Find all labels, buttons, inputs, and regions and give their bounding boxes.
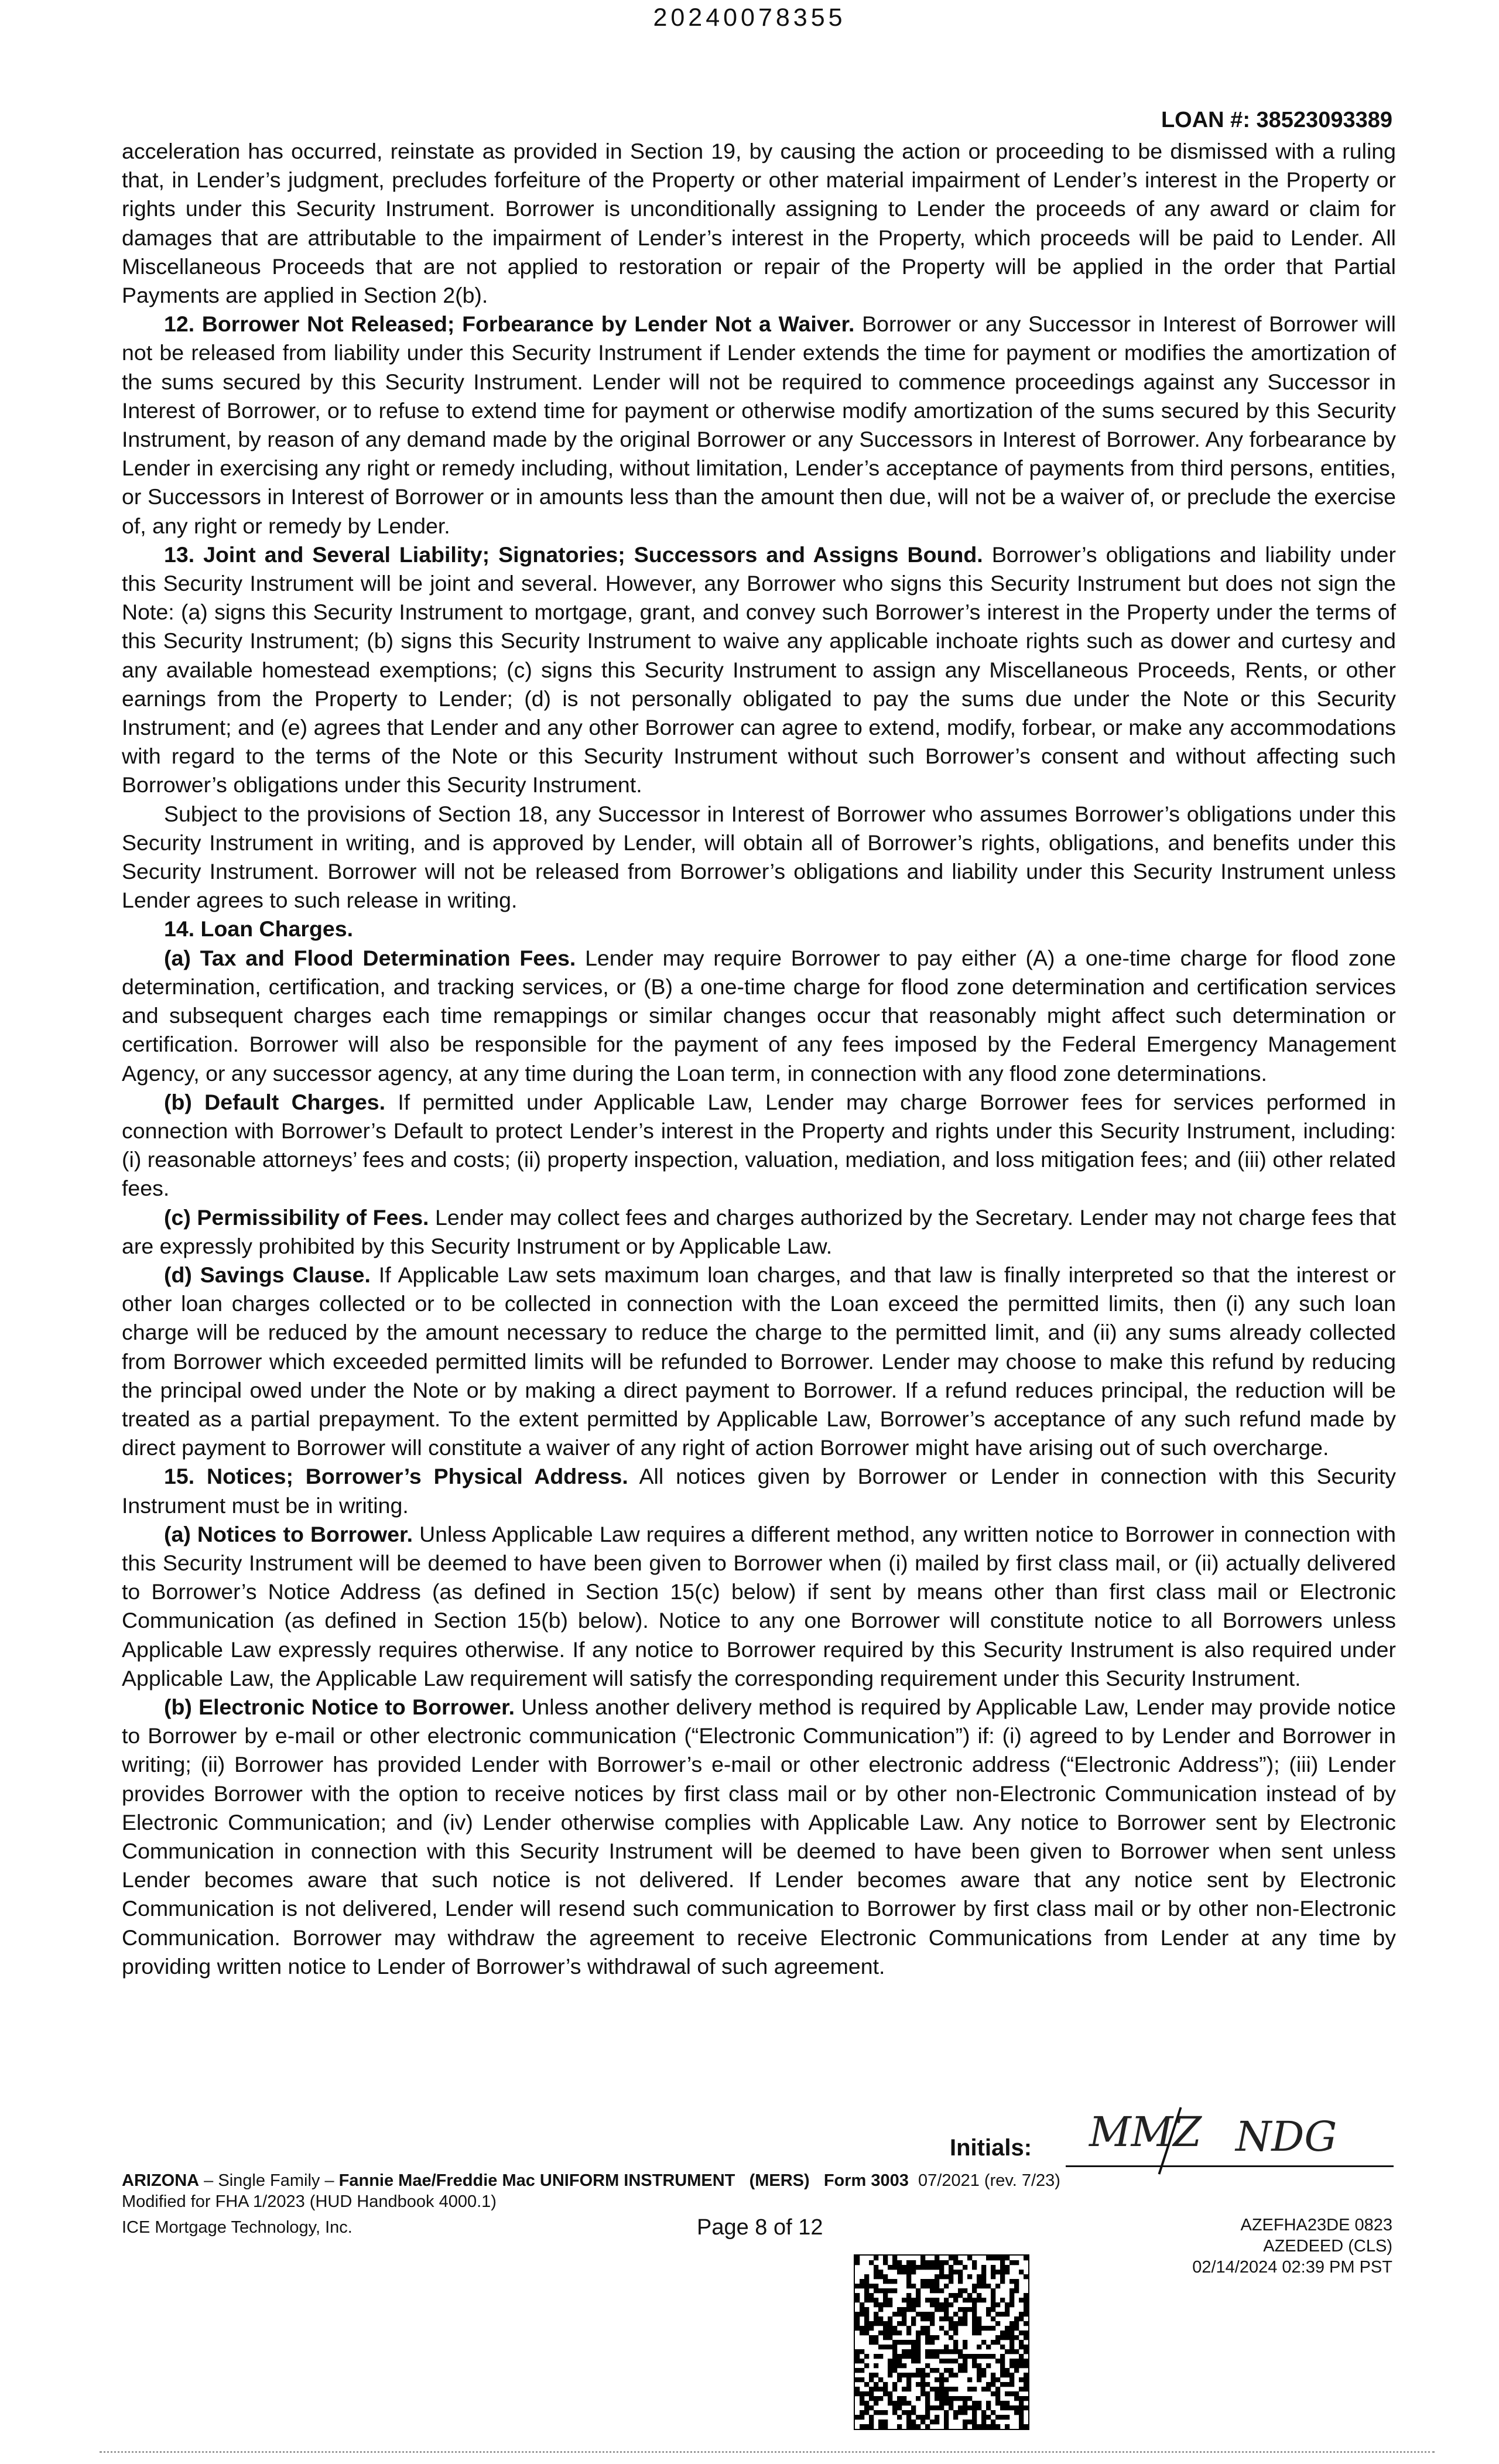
section-14c (122, 1203, 1396, 1261)
initials-label: Initials: (950, 2135, 1032, 2161)
footer-code-2: AZEDEED (CLS) (1263, 2237, 1392, 2256)
section-13-heading: 13. Joint and Several Liability; Signatories; Successors and Assigns Bound. (164, 542, 983, 567)
section-15a-heading: (a) Notices to Borrower. (164, 1521, 413, 1546)
initials-line (1066, 2165, 1394, 2167)
footer-form-line (122, 2170, 1060, 2191)
section-14d-heading: (d) Savings Clause. (164, 1262, 371, 1287)
section-13 (122, 540, 1396, 800)
section-15b (122, 1693, 1396, 1981)
section-15-heading: 15. Notices; Borrower’s Physical Address. (164, 1464, 628, 1489)
section-13-paragraph-2: Subject to the provisions of Section 18, any Successor in Interest of Borrower who assumes Borrower’s obligations under this Security Instrument in writing, and is approved by Lender, will obtain all of Borrower’s rights, obligations, and benefits under this Security Instrument. Borrower will not be released from Borrower’s obligations and liability under this Security Instrument unless Lender agrees to such release in writing. (122, 801, 1396, 913)
section-14 (122, 915, 1396, 943)
footer-modified: Modified for FHA 1/2023 (HUD Handbook 4000.1) (122, 2192, 497, 2211)
section-14-heading: 14. Loan Charges. (164, 916, 354, 942)
section-12-heading: 12. Borrower Not Released; Forbearance by Lender Not a Waiver. (164, 312, 855, 337)
section-15b-heading: (b) Electronic Notice to Borrower. (164, 1694, 515, 1719)
section-15-text: All notices given by Borrower or Lender in connection with this Security Instrument must be in writing. (122, 1464, 1396, 1518)
footer-company: ICE Mortgage Technology, Inc. (122, 2218, 352, 2237)
footer-timestamp: 02/14/2024 02:39 PM PST (1192, 2258, 1392, 2277)
section-14a (122, 944, 1396, 1088)
footer-form-desc: – Single Family – (199, 2171, 339, 2190)
section-14a-text: Lender may require Borrower to pay either (A) a one-time charge for flood zone determination, certification, and tracking services, or (B) a one-time charge for flood zone determination and certification services and subsequent charges each time remappings or similar changes occur that reasonably might affect such determination or certification. Borrower will also be responsible for the payment of any fees imposed by the Federal Emergency Management Agency, or any successor agency, at any time during the Loan term, in connection with any flood zone determinations. (122, 945, 1397, 1086)
section-14d (122, 1261, 1396, 1462)
intro-paragraph: acceleration has occurred, reinstate as provided in Section 19, by causing the action or proceeding to be dismissed with a ruling that, in Lender’s judgment, precludes forfeiture of the Property or other material impairment of Lender’s interest in the Property or rights under this Security Instrument. Borrower is unconditionally assigning to Lender the proceeds of any award or claim for damages that are attributable to the impairment of Lender’s interest in the Property, which proceeds will be paid to Lender. All Miscellaneous Proceeds that are not applied to restoration or repair of the Property will be applied in the order that Partial Payments are applied in Section 2(b). (122, 139, 1396, 308)
bottom-scan-line (100, 2451, 1435, 2454)
section-13-text: Borrower’s obligations and liability under this Security Instrument will be joint and several. However, any Borrower who signs this Security Instrument but does not sign the Note: (a) signs this Security Instrument to mortgage, grant, and convey such Borrower’s interest in the Property under the terms of this Security Instrument; (b) signs this Security Instrument to waive any applicable inchoate rights such as dower and curtesy and any available homestead exemptions; (c) signs this Security Instrument to assign any Miscellaneous Proceeds, Rents, or other earnings from the Property to Lender; (d) is not personally obligated to pay the sums due under the Note or this Security Instrument; and (e) agrees that Lender and any other Borrower can agree to extend, modify, forbear, or make any accommodations with regard to the terms of the Note or this Security Instrument without such Borrower’s consent and without affecting such Borrower’s obligations under this Security Instrument. (122, 542, 1396, 798)
footer-code-1: AZEFHA23DE 0823 (1240, 2216, 1392, 2234)
document-number: 20240078355 (653, 4, 846, 32)
section-14b (122, 1088, 1396, 1203)
qr-barcode-graphic (855, 2256, 1028, 2429)
qr-barcode (854, 2254, 1029, 2430)
section-12 (122, 310, 1396, 540)
page-number: Page 8 of 12 (697, 2215, 823, 2240)
footer-state: ARIZONA (122, 2171, 200, 2190)
section-14c-text: Lender may collect fees and charges authorized by the Secretary. Lender may not charge fees that are expressly prohibited by this Security Instrument or by Applicable Law. (122, 1204, 1397, 1258)
section-15a (122, 1520, 1396, 1693)
footer-form-no: Form 3003 (823, 2171, 909, 2190)
initial-borrower-1: MMZ (1089, 2108, 1202, 2156)
section-14c-heading: (c) Permissibility of Fees. (164, 1204, 429, 1230)
footer-form-title: Fannie Mae/Freddie Mac UNIFORM INSTRUMENT (338, 2171, 735, 2190)
footer-mers: (MERS) (749, 2171, 810, 2190)
section-14d-text: If Applicable Law sets maximum loan charges, and that law is finally interpreted so that the interest or other loan charges collected or to be collected in connection with the Loan exceed the permitted limits, then (i) any such loan charge will be reduced by the amount necessary to reduce the charge to the permitted limit, and (ii) any sums already collected from Borrower which exceeded permitted limits will be refunded to Borrower. Lender may choose to make this refund by reducing the principal owed under the Note or by making a direct payment to Borrower. If a refund reduces principal, the reduction will be treated as a partial prepayment. To the extent permitted by Applicable Law, Borrower’s acceptance of any such refund made by direct payment to Borrower will constitute a waiver of any right of action Borrower might have arising out of such overcharge. (122, 1262, 1396, 1460)
footer-codes (1192, 2215, 1392, 2278)
section-15a-text: Unless Applicable Law requires a different method, any written notice to Borrower in connection with this Security Instrument will be deemed to have been given to Borrower when (i) mailed by first class mail, or (ii) actually delivered to Borrower’s Notice Address (as defined in Section 15(c) below) if sent by means other than first class mail or Electronic Communication (as defined in Section 15(b) below). Notice to any one Borrower will constitute notice to all Borrowers unless Applicable Law expressly requires otherwise. If any notice to Borrower required by this Security Instrument is also required under Applicable Law, the Applicable Law requirement will satisfy the corresponding requirement under this Security Instrument. (122, 1521, 1396, 1690)
section-14b-heading: (b) Default Charges. (164, 1089, 386, 1114)
section-14a-heading: (a) Tax and Flood Determination Fees. (164, 945, 576, 970)
footer-form-date: 07/2021 (rev. 7/23) (918, 2171, 1060, 2190)
section-15b-text: Unless another delivery method is required by Applicable Law, Lender may provide notice to Borrower by e-mail or other electronic communication (“Electronic Communication”) if: (i) agreed to by Lender and Borrower in writing; (ii) Borrower has provided Lender with Borrower’s e-mail or other electronic address (“Electronic Address”); (iii) Lender provides Borrower with the option to receive notices by first class mail or by other non-Electronic Communication instead of by Electronic Communication; and (iv) Lender otherwise complies with Applicable Law. Any notice to Borrower sent by Electronic Communication in connection with this Security Instrument will be deemed to have been given to Borrower when sent unless Lender becomes aware that such notice is not delivered. If Lender becomes aware that any notice sent by Electronic Communication is not delivered, Lender will resend such communication to Borrower by first class mail or by other non-Electronic Communication. Borrower may withdraw the agreement to receive Electronic Communications from Lender at any time by providing written notice to Lender of Borrower’s withdrawal of such agreement. (122, 1694, 1396, 1979)
document-body (122, 137, 1396, 1981)
section-15 (122, 1462, 1396, 1520)
section-12-text: Borrower or any Successor in Interest of Borrower will not be released from liability under this Security Instrument if Lender extends the time for payment or modifies the amortization of the sums secured by this Security Instrument. Lender will not be required to commence proceedings against any Successor in Interest of Borrower, or to refuse to extend time for payment or otherwise modify amortization of the sums secured by this Security Instrument, by reason of any demand made by the original Borrower or any Successors in Interest of Borrower. Any forbearance by Lender in exercising any right or remedy including, without limitation, Lender’s acceptance of payments from third persons, entities, or Successors in Interest of Borrower or in amounts less than the amount then due, will not be a waiver of, or preclude the exercise of, any right or remedy by Lender. (122, 312, 1396, 538)
section-14b-text: If permitted under Applicable Law, Lender may charge Borrower fees for services performed in connection with Borrower’s Default to protect Lender’s interest in the Property and rights under this Security Instrument, including: (i) reasonable attorneys’ fees and costs; (ii) property inspection, valuation, mediation, and loss mitigation fees; and (iii) other related fees. (122, 1089, 1396, 1201)
initial-borrower-2: NDG (1236, 2113, 1337, 2161)
loan-number: LOAN #: 38523093389 (1161, 108, 1392, 132)
